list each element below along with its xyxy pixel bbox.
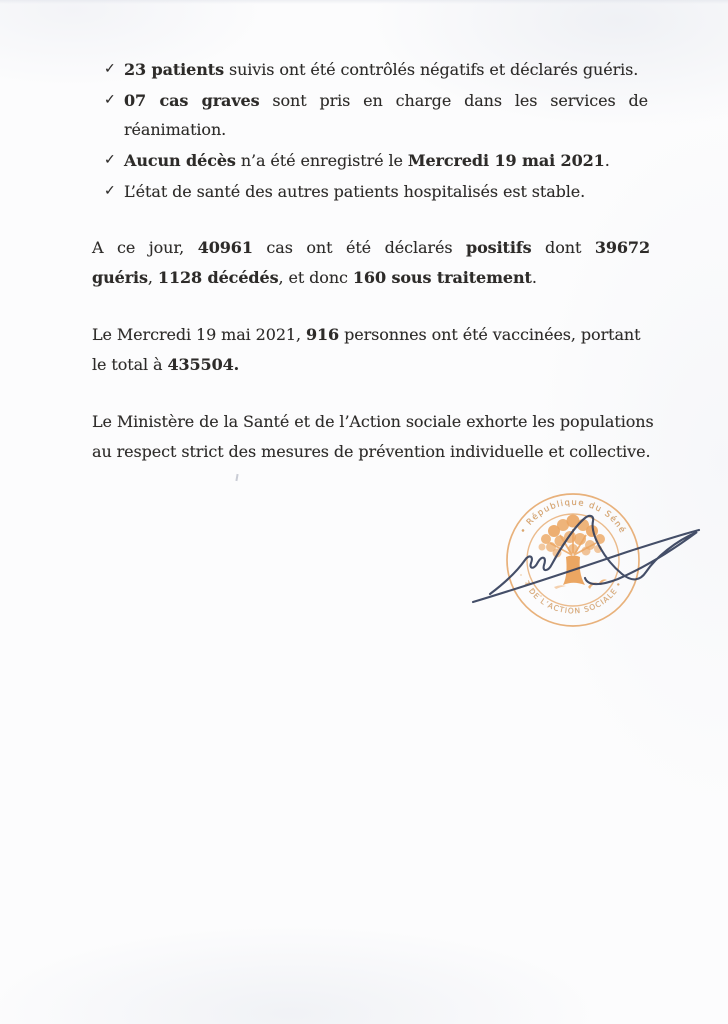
- body-text: , et donc: [278, 268, 353, 287]
- bold-date: Mercredi 19 mai 2021: [407, 151, 605, 170]
- body-text: L’état de santé des autres patients hospitalisés est stable.: [124, 182, 586, 201]
- body-text: le total à: [92, 355, 168, 374]
- bullet-text: [124, 146, 648, 175]
- bold-stat: guéris: [92, 268, 148, 287]
- stamp-bottom-text: T DE L’ACTION SOCIALE •: [521, 579, 625, 616]
- bullet-item: [104, 177, 648, 206]
- check-icon: ✓: [104, 183, 116, 199]
- bold-stat: 39672: [594, 238, 650, 257]
- bullet-item: [104, 55, 648, 84]
- paragraph-exhortation: [92, 407, 654, 467]
- bold-stat: 435504.: [167, 355, 240, 374]
- bullet-item: [104, 146, 648, 175]
- bold-stat: 916: [305, 325, 340, 344]
- bold-stat: 23 patients: [124, 60, 224, 79]
- bold-stat: positifs: [466, 238, 532, 257]
- check-icon: ✓: [104, 152, 116, 168]
- bold-stat: 160 sous traitement: [352, 268, 532, 287]
- bold-stat: 1128 décédés: [157, 268, 279, 287]
- body-text: au respect strict des mesures de prévention individuelle et collective.: [92, 442, 651, 461]
- body-text: Le Mercredi 19 mai 2021,: [92, 325, 306, 344]
- body-text: suivis ont été contrôlés négatifs et déclarés guéris.: [223, 60, 639, 79]
- stamp-top-text: • République du Séné: [518, 497, 628, 536]
- scan-artifact: [235, 474, 238, 481]
- check-icon: ✓: [104, 92, 116, 108]
- body-text: Le Ministère de la Santé et de l’Action sociale exhorte les populations: [92, 412, 654, 431]
- bullet-text: [124, 86, 648, 144]
- bullet-item: [104, 86, 648, 144]
- body-text: personnes ont été vaccinées, portant: [339, 325, 641, 344]
- signature: [460, 497, 710, 615]
- body-text: réanimation.: [124, 120, 227, 139]
- check-icon: ✓: [104, 61, 116, 77]
- bold-stat: 40961: [197, 238, 253, 257]
- paragraph-vaccination: [92, 320, 650, 380]
- body-text: sont pris en charge dans les services de: [259, 91, 648, 110]
- signature-main-stroke: [490, 516, 697, 594]
- paragraph-case-totals: [92, 233, 650, 293]
- body-text: .: [531, 268, 537, 287]
- bold-stat: Aucun décès: [124, 151, 236, 170]
- body-text: ,: [147, 268, 158, 287]
- body-text: dont: [531, 238, 595, 257]
- body-text: cas ont été déclarés: [252, 238, 466, 257]
- bullet-text: [124, 55, 648, 84]
- body-text: A ce jour,: [92, 238, 198, 257]
- body-text: n’a été enregistré le: [235, 151, 408, 170]
- body-text: .: [604, 151, 610, 170]
- bullet-text: [124, 177, 648, 206]
- bold-stat: 07 cas graves: [124, 91, 260, 110]
- bullet-list: [104, 55, 648, 208]
- signature-underline-stroke: [473, 530, 699, 602]
